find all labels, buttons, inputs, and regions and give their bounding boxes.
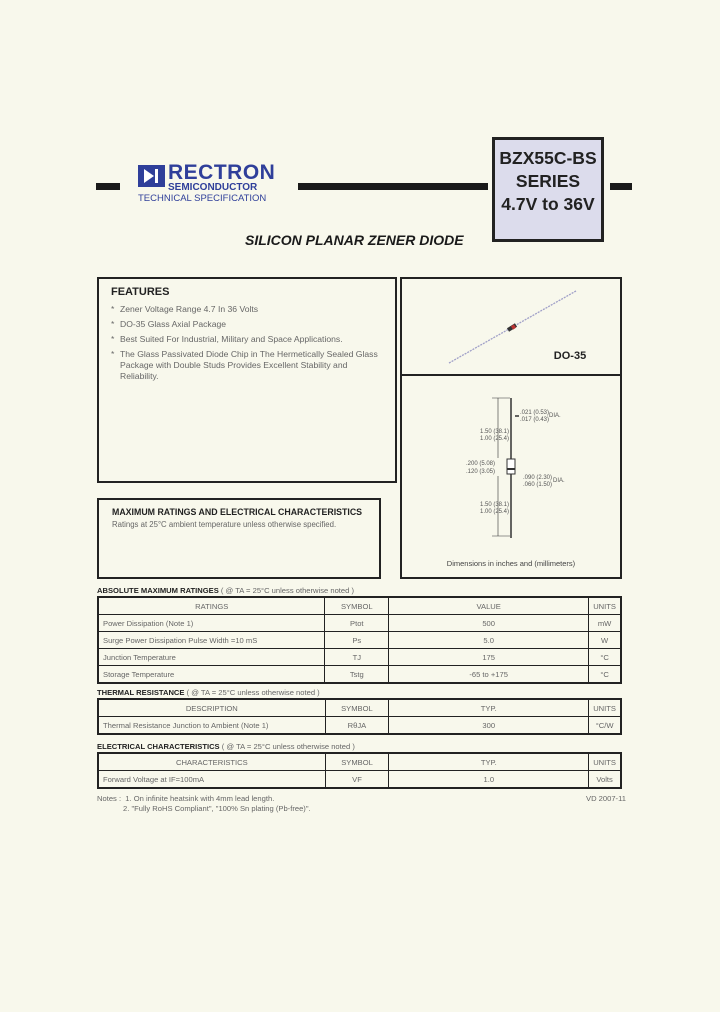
- cell: 1.0: [389, 771, 589, 789]
- cell: Ps: [325, 632, 389, 649]
- section-condition: ( @ TA = 25°C unless otherwise noted ): [220, 586, 354, 595]
- header-cell: TYP.: [389, 753, 589, 771]
- cell: °C/W: [589, 717, 621, 735]
- section-condition: ( @ TA = 25°C unless otherwise noted ): [186, 688, 320, 697]
- absolute-ratings-table: [97, 596, 622, 684]
- table-row: [98, 771, 621, 789]
- rectron-logo: [138, 161, 284, 207]
- features-box: [97, 277, 397, 483]
- header-cell: TYP.: [389, 699, 589, 717]
- dim-body-len-max: .200 (5.08): [466, 461, 496, 467]
- section-title: ELECTRICAL CHARACTERISTICS: [97, 742, 220, 751]
- rule-right: [610, 183, 632, 190]
- header-cell: UNITS: [589, 597, 621, 615]
- dim-body-dia-min: .060 (1.50): [523, 482, 553, 488]
- header-cell: DESCRIPTION: [98, 699, 325, 717]
- section-condition: ( @ TA = 25°C unless otherwise noted ): [221, 742, 355, 751]
- max-ratings-note: Ratings at 25°C ambient temperature unless otherwise specified.: [112, 520, 337, 529]
- cell: 175: [389, 649, 589, 666]
- part-number: BZX55C-BS: [499, 148, 597, 168]
- dim-lead2-len-min: 1.00 (25.4): [480, 509, 510, 515]
- cell: Volts: [589, 771, 621, 789]
- dim-lead-dia-max: .021 (0.53): [520, 410, 550, 416]
- electrical-heading: [97, 742, 355, 751]
- cell: VF: [325, 771, 389, 789]
- note-item: 1. On infinite heatsink with 4mm lead length.: [125, 794, 275, 803]
- header-cell: CHARACTERISTICS: [98, 753, 325, 771]
- feature-item: * DO-35 Glass Axial Package: [111, 319, 383, 330]
- cell: -65 to +175: [389, 666, 589, 684]
- section-title: ABSOLUTE MAXIMUM RATINGES: [97, 586, 219, 595]
- cell: Tstg: [325, 666, 389, 684]
- rule-middle: [298, 183, 488, 190]
- notes: [97, 794, 311, 814]
- logo-sub: SEMICONDUCTOR: [168, 182, 258, 193]
- electrical-table: [97, 752, 622, 789]
- dim-body-len-min: .120 (3.05): [466, 469, 496, 475]
- header-cell: SYMBOL: [325, 699, 389, 717]
- features-heading: FEATURES: [111, 286, 170, 298]
- dim-lead2-len-max: 1.50 (38.1): [480, 502, 510, 508]
- header-cell: SYMBOL: [325, 597, 389, 615]
- cell: 500: [389, 615, 589, 632]
- table-row: [98, 632, 621, 649]
- cell: Thermal Resistance Junction to Ambient (Note 1): [98, 717, 325, 735]
- package-name: DO-35: [553, 350, 587, 362]
- table-header-row: [98, 753, 621, 771]
- cell: Ptot: [325, 615, 389, 632]
- max-ratings-heading: MAXIMUM RATINGS AND ELECTRICAL CHARACTERISTICS: [112, 507, 363, 517]
- cell: W: [589, 632, 621, 649]
- dim-dia-label: DIA.: [549, 413, 561, 419]
- thermal-heading: [97, 688, 320, 697]
- header-cell: SYMBOL: [325, 753, 389, 771]
- dim-lead-dia-min: .017 (0.43): [520, 417, 550, 423]
- thermal-table: [97, 698, 622, 735]
- cell: Power Dissipation (Note 1): [98, 615, 325, 632]
- dimension-caption: Dimensions in inches and (millimeters): [446, 559, 576, 568]
- absolute-heading: [97, 586, 354, 595]
- cell: Surge Power Dissipation Pulse Width =10 mS: [98, 632, 325, 649]
- logo-spec: TECHNICAL SPECIFICATION: [138, 193, 267, 204]
- doc-code: VD 2007-11: [586, 794, 626, 803]
- package-box: [400, 277, 622, 579]
- header-cell: RATINGS: [98, 597, 325, 615]
- cell: 5.0: [389, 632, 589, 649]
- cell: mW: [589, 615, 621, 632]
- header-cell: UNITS: [589, 753, 621, 771]
- cell: Junction Temperature: [98, 649, 325, 666]
- dim-lead-len-min: 1.00 (25.4): [480, 436, 510, 442]
- table-row: [98, 717, 621, 735]
- cell: RθJA: [325, 717, 389, 735]
- section-title: THERMAL RESISTANCE: [97, 688, 185, 697]
- feature-item: * Zener Voltage Range 4.7 In 36 Volts: [111, 304, 383, 315]
- dimension-drawing: [402, 376, 620, 579]
- header-cell: UNITS: [589, 699, 621, 717]
- cell: °C: [589, 649, 621, 666]
- table-row: [98, 666, 621, 684]
- notes-label: Notes :: [97, 794, 122, 803]
- cell: °C: [589, 666, 621, 684]
- dim-body-dia-max: .090 (2.30): [523, 475, 553, 481]
- feature-item: * Best Suited For Industrial, Military and Space Applications.: [111, 334, 383, 345]
- table-header-row: [98, 597, 621, 615]
- series-label: SERIES: [515, 171, 581, 191]
- diode-image: [402, 279, 620, 374]
- page-title: SILICON PLANAR ZENER DIODE: [245, 232, 464, 248]
- table-row: [98, 615, 621, 632]
- cell: Forward Voltage at IF=100mA: [98, 771, 325, 789]
- cell: TJ: [325, 649, 389, 666]
- max-ratings-box: [97, 498, 381, 579]
- header-cell: VALUE: [389, 597, 589, 615]
- series-box: [492, 137, 604, 242]
- cell: 300: [389, 717, 589, 735]
- dim-body-dia-label: DIA.: [553, 478, 565, 484]
- feature-item: * The Glass Passivated Diode Chip in The Hermetically Sealed Glass Package with Double Studs Provides Excellent Stability and Reliability.: [111, 349, 383, 382]
- rule-left: [96, 183, 120, 190]
- cell: Storage Temperature: [98, 666, 325, 684]
- table-header-row: [98, 699, 621, 717]
- note-item: 2. "Fully RoHS Compliant", "100% Sn plating (Pb-free)".: [123, 804, 311, 813]
- logo-name: RECTRON: [168, 161, 276, 184]
- dim-lead-len-max: 1.50 (38.1): [480, 429, 510, 435]
- diode-logo-icon: [138, 165, 165, 187]
- voltage-range: 4.7V to 36V: [501, 194, 595, 214]
- table-row: [98, 649, 621, 666]
